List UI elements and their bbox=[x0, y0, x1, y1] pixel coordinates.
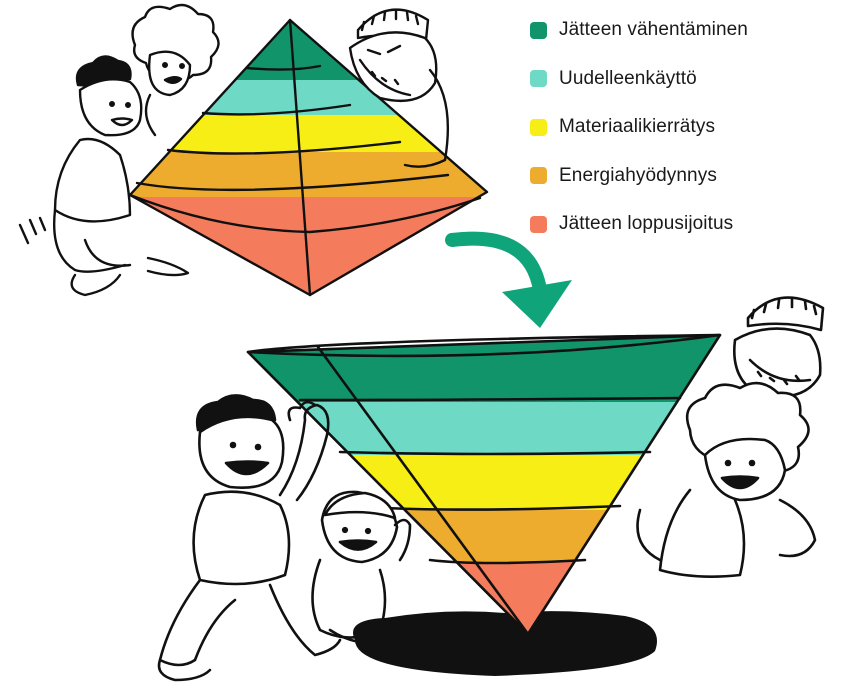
legend-label: Jätteen loppusijoitus bbox=[559, 213, 734, 235]
legend bbox=[530, 6, 830, 249]
upright-level-recycling bbox=[100, 115, 520, 152]
inverted-level-reduction bbox=[230, 320, 740, 402]
legend-item-recycling bbox=[530, 103, 830, 152]
legend-swatch bbox=[530, 167, 547, 184]
inverted-level-energy bbox=[230, 510, 740, 562]
legend-swatch bbox=[530, 119, 547, 136]
legend-label: Jätteen vähentäminen bbox=[559, 19, 748, 41]
legend-swatch bbox=[530, 22, 547, 39]
legend-swatch bbox=[530, 216, 547, 233]
legend-label: Energiahyödynnys bbox=[559, 164, 717, 186]
transition-arrow bbox=[452, 239, 572, 328]
legend-label: Uudelleenkäyttö bbox=[559, 67, 697, 89]
legend-item-landfill bbox=[530, 200, 830, 249]
legend-swatch bbox=[530, 70, 547, 87]
legend-label: Materiaalikierrätys bbox=[559, 116, 716, 138]
legend-item-reduction bbox=[530, 6, 830, 55]
legend-item-reuse bbox=[530, 55, 830, 104]
bearded-man-bottom bbox=[734, 298, 823, 397]
legend-item-energy bbox=[530, 152, 830, 201]
inverted-level-recycling bbox=[230, 455, 740, 510]
smiling-man-left bbox=[159, 395, 340, 680]
pyramid-shadow bbox=[353, 611, 657, 676]
inverted-pyramid bbox=[230, 320, 740, 676]
